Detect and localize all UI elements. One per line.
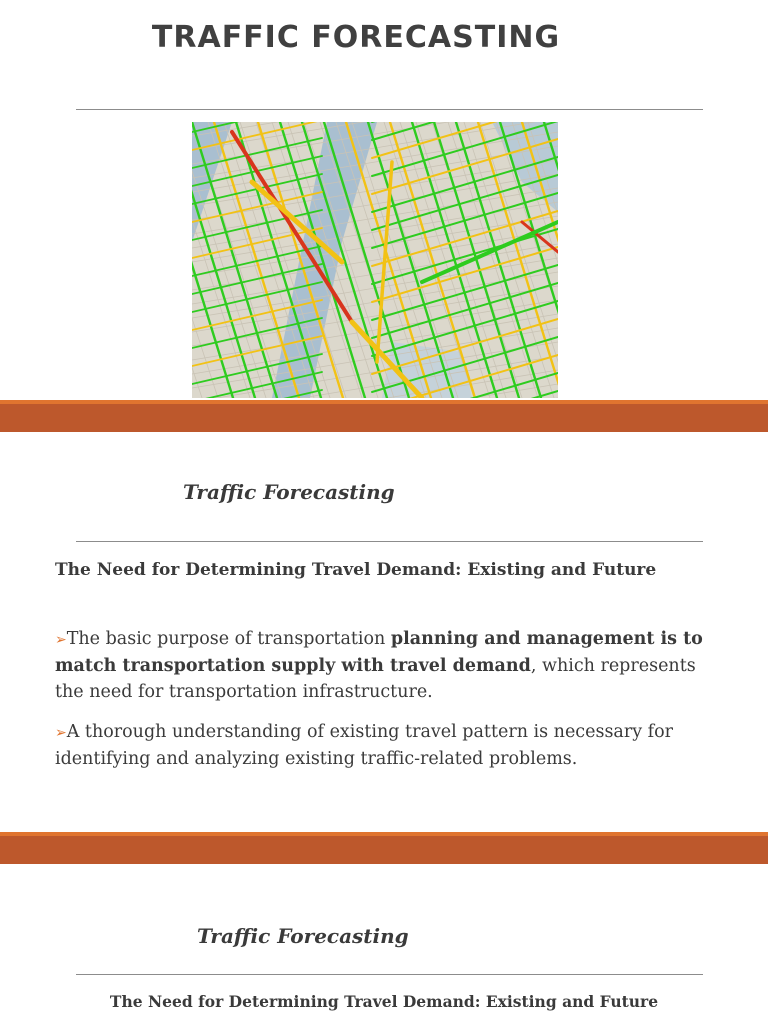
subtitle-divider: [76, 541, 703, 542]
bullet-text-bold: planning and management is to match transportation supply with travel demand: [55, 629, 703, 676]
section-heading: The Need for Determining Travel Demand: Existing and Future: [109, 992, 659, 1011]
bullet-text: A thorough understanding of existing travel pattern is necessary for identifying and analyzing existing traffic-related problems.: [55, 722, 674, 769]
slide-2: [0, 432, 768, 832]
bullet-arrow-icon: ➢: [55, 725, 67, 741]
slide-separator: [0, 400, 768, 432]
page-title: TRAFFIC FORECASTING: [151, 20, 561, 55]
title-divider: [76, 109, 703, 110]
bullet-text: The basic purpose of transportation: [66, 629, 391, 649]
bullet-item: [55, 719, 705, 772]
traffic-map-graphic: [192, 122, 558, 398]
slide-1: [0, 0, 768, 400]
bullet-text: , which represents the need for transportation infrastructure.: [55, 656, 696, 702]
section-heading: The Need for Determining Travel Demand: Existing and Future: [55, 560, 657, 580]
slide-subtitle: Traffic Forecasting: [197, 924, 409, 948]
traffic-map-image: [192, 122, 558, 398]
slide-3: [0, 864, 768, 1024]
slide-separator: [0, 832, 768, 864]
bullet-item: [55, 626, 705, 705]
slide-subtitle: Traffic Forecasting: [183, 480, 395, 504]
subtitle-divider: [76, 974, 703, 975]
bullet-arrow-icon: ➢: [55, 632, 67, 648]
